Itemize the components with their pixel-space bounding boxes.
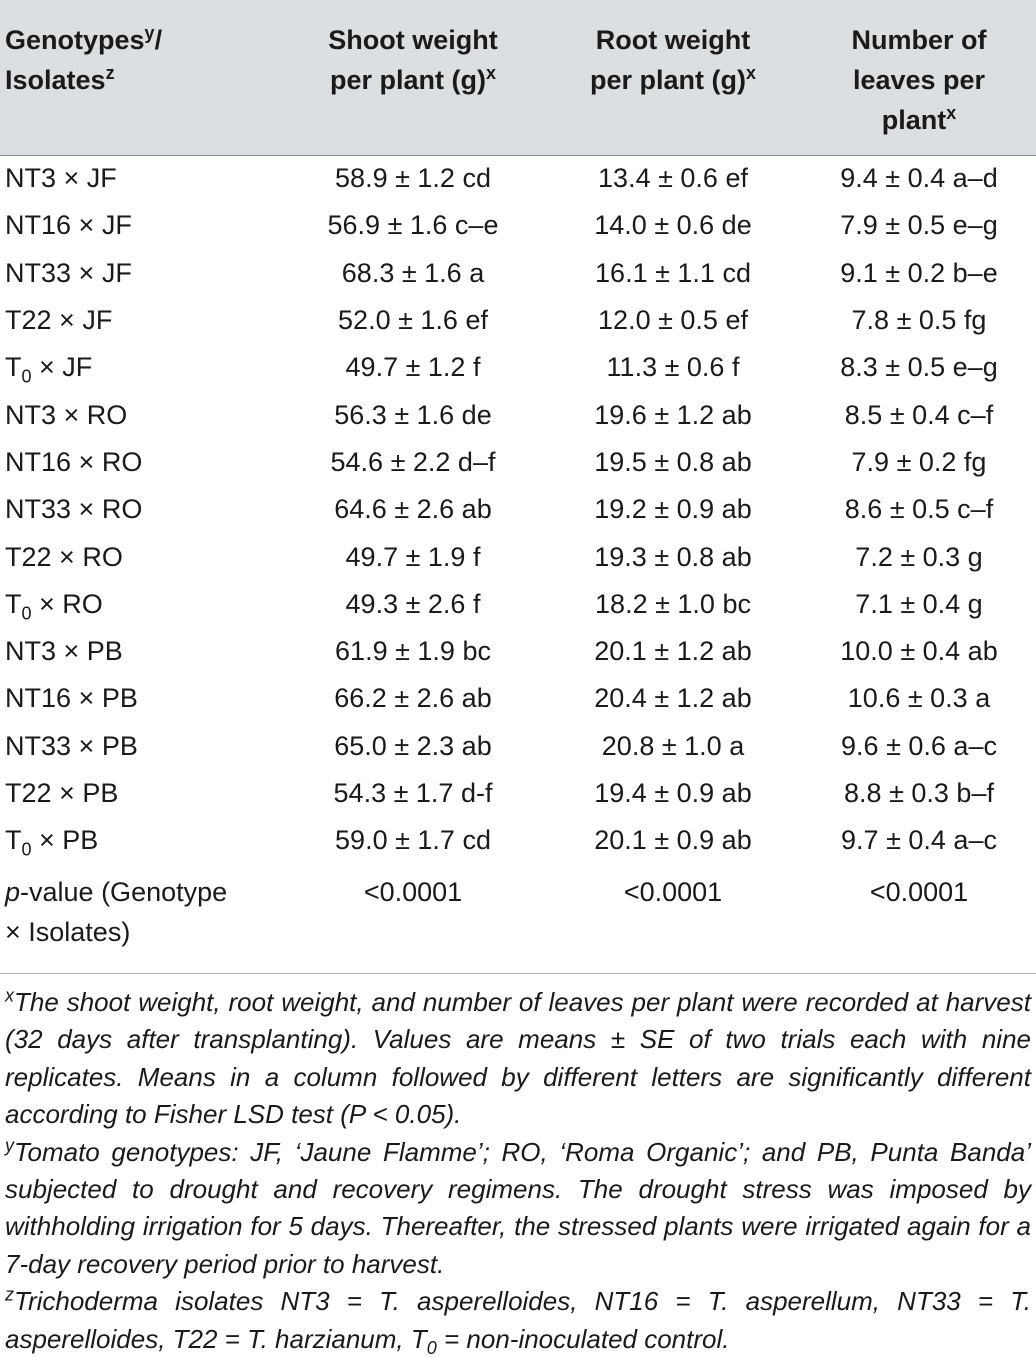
pvalue-row — [0, 864, 1036, 958]
table-row — [0, 439, 1036, 486]
isolate-name: NT16 — [5, 683, 72, 714]
genotype-isolate-cell — [0, 628, 282, 675]
leaves-cell: 8.6 ± 0.5 c–f — [844, 494, 994, 525]
footnotes — [5, 984, 1031, 1358]
table-row — [0, 723, 1036, 770]
isolate-name: NT33 — [5, 257, 72, 288]
genotype-cross: × PB — [39, 825, 99, 856]
genotype-isolate-cell — [0, 391, 282, 438]
shoot-weight-cell: 56.9 ± 1.6 c–e — [327, 210, 499, 241]
table-row — [0, 817, 1036, 864]
table-row — [0, 202, 1036, 249]
leaves-cell: 9.4 ± 0.4 a–d — [840, 163, 998, 194]
genotype-cross: × JF — [78, 257, 132, 288]
pvalue-label-rest: -value (Genotype — [20, 877, 228, 908]
genotype-cross: × JF — [78, 210, 132, 241]
leaves-cell: 8.3 ± 0.5 e–g — [840, 352, 998, 383]
shoot-weight-cell: 65.0 ± 2.3 ab — [334, 730, 492, 761]
genotype-isolate-cell — [0, 770, 282, 817]
leaves-cell: 9.7 ± 0.4 a–c — [841, 825, 997, 856]
table-bottom-divider — [0, 973, 1036, 974]
root-weight-cell: 13.4 ± 0.6 ef — [598, 163, 748, 194]
shoot-weight-cell: 64.6 ± 2.6 ab — [334, 494, 492, 525]
root-weight-cell: 20.8 ± 1.0 a — [601, 730, 745, 761]
isolate-name: T — [5, 352, 22, 383]
table-row — [0, 155, 1036, 202]
shoot-weight-cell: 61.9 ± 1.9 bc — [335, 636, 491, 667]
root-weight-cell: 14.0 ± 0.6 de — [594, 210, 752, 241]
genotype-cross: × JF — [59, 305, 113, 336]
table-body — [0, 155, 1036, 958]
root-weight-cell: 20.1 ± 1.2 ab — [594, 636, 752, 667]
isolate-name: NT33 — [5, 730, 72, 761]
genotype-isolate-cell — [0, 581, 282, 628]
genotype-cross: × PB — [78, 730, 138, 761]
isolate-name: NT3 — [5, 163, 57, 194]
genotype-isolate-cell — [0, 344, 282, 391]
isolate-subscript: 0 — [21, 366, 32, 387]
genotype-isolate-cell — [0, 439, 282, 486]
root-weight-cell: 19.3 ± 0.8 ab — [594, 541, 752, 572]
table-row — [0, 250, 1036, 297]
shoot-weight-cell: 49.7 ± 1.2 f — [345, 352, 481, 383]
genotype-cross: × RO — [39, 588, 103, 619]
genotype-cross: × RO — [78, 494, 143, 525]
isolate-name: NT3 — [5, 636, 57, 667]
root-weight-cell: 20.1 ± 0.9 ab — [594, 825, 752, 856]
genotype-cross: × RO — [78, 446, 143, 477]
genotype-cross: × RO — [63, 399, 128, 430]
root-weight-cell: 19.4 ± 0.9 ab — [594, 778, 752, 808]
pvalue-root: <0.0001 — [623, 877, 723, 908]
header-genotypes-isolates: Genotypes$^y$/ Isolates$^z$ — [5, 23, 163, 95]
shoot-weight-cell: 56.3 ± 1.6 de — [334, 399, 492, 430]
shoot-weight-cell: 49.3 ± 2.6 f — [345, 588, 481, 619]
root-weight-cell: 19.2 ± 0.9 ab — [594, 494, 752, 525]
genotype-isolate-cell — [0, 486, 282, 533]
isolate-name: NT3 — [5, 399, 57, 430]
leaves-cell: 9.1 ± 0.2 b–e — [840, 257, 998, 288]
genotype-cross: × PB — [59, 778, 119, 808]
isolate-name: T22 — [5, 305, 52, 336]
leaves-cell: 8.5 ± 0.4 c–f — [844, 399, 994, 430]
table-row — [0, 675, 1036, 722]
leaves-cell: 8.8 ± 0.3 b–f — [844, 778, 994, 808]
isolate-name: T22 — [5, 541, 52, 572]
leaves-cell: 7.1 ± 0.4 g — [855, 588, 983, 619]
leaves-cell: 7.8 ± 0.5 fg — [851, 305, 987, 336]
genotype-cross: × JF — [63, 163, 117, 194]
pvalue-label — [0, 864, 282, 958]
genotype-isolate-cell — [0, 533, 282, 580]
isolate-subscript: 0 — [21, 839, 32, 860]
table-row — [0, 628, 1036, 675]
genotype-isolate-cell — [0, 250, 282, 297]
table-row — [0, 391, 1036, 438]
footnote-z: $^z$Trichoderma isolates NT3 = T. asperelloides, NT16 = T. asperellum, NT33 = T. asperelloides, T22 = T. harzianum, $T_0$ = non-inoculated control. — [5, 1284, 1031, 1358]
header-number-of-leaves: Number of leaves per plant$^x$ — [851, 25, 987, 135]
shoot-weight-cell: 68.3 ± 1.6 a — [341, 257, 485, 288]
leaves-cell: 10.6 ± 0.3 a — [847, 683, 991, 714]
isolate-name: NT33 — [5, 494, 72, 525]
table-row — [0, 581, 1036, 628]
genotype-isolate-cell — [0, 297, 282, 344]
pvalue-label-line2: × Isolates) — [5, 917, 131, 948]
shoot-weight-cell: 59.0 ± 1.7 cd — [335, 825, 491, 856]
genotype-isolate-cell — [0, 675, 282, 722]
genotype-cross: × PB — [63, 636, 123, 667]
shoot-weight-cell: 58.9 ± 1.2 cd — [335, 163, 491, 194]
leaves-cell: 7.2 ± 0.3 g — [855, 541, 983, 572]
genotype-cross: × PB — [78, 683, 138, 714]
pvalue-leaves: <0.0001 — [869, 877, 969, 908]
genotype-cross: × JF — [39, 352, 93, 383]
isolate-name: T22 — [5, 778, 52, 808]
leaves-cell: 7.9 ± 0.2 fg — [851, 446, 987, 477]
table-row — [0, 770, 1036, 817]
table-row — [0, 533, 1036, 580]
root-weight-cell: 19.6 ± 1.2 ab — [594, 399, 752, 430]
isolate-name: T — [5, 588, 22, 619]
header-row — [0, 0, 1036, 155]
isolate-name: NT16 — [5, 210, 72, 241]
genotype-isolate-cell — [0, 817, 282, 864]
shoot-weight-cell: 52.0 ± 1.6 ef — [338, 305, 488, 336]
root-weight-cell: 19.5 ± 0.8 ab — [594, 446, 752, 477]
header-root-weight: Root weight per plant $(g)^x$ — [589, 25, 756, 95]
table-row — [0, 297, 1036, 344]
footnote-y: $^y$Tomato genotypes: JF, ‘Jaune Flamme’; RO, ‘Roma Organic’; and PB, Punta Banda’ subjected to drought and recovery regimens. The drought stress was imposed by withholding irrigation for 5 days. Thereafter, the stressed plants were irrigated again for a 7-day recovery period prior to harvest. — [5, 1134, 1031, 1279]
isolate-name: NT16 — [5, 446, 72, 477]
shoot-weight-cell: 49.7 ± 1.9 f — [345, 541, 481, 572]
root-weight-cell: 16.1 ± 1.1 cd — [595, 257, 751, 288]
footnote-x: $^x$The shoot weight, root weight, and number of leaves per plant were recorded at harvest (32 days after transplanting). Values are means ± SE of two trials each with nine replicates. Means in a column followed by different letters are significantly different according to Fisher LSD test (P < 0.05). — [5, 985, 1031, 1130]
table-row — [0, 344, 1036, 391]
root-weight-cell: 20.4 ± 1.2 ab — [594, 683, 752, 714]
genotype-isolate-cell — [0, 723, 282, 770]
genotype-isolate-cell — [0, 202, 282, 249]
genotype-isolate-cell — [0, 155, 282, 202]
leaves-cell: 10.0 ± 0.4 ab — [840, 636, 998, 667]
table-row — [0, 486, 1036, 533]
shoot-weight-cell: 54.6 ± 2.2 d–f — [330, 446, 496, 477]
pvalue-shoot: <0.0001 — [363, 877, 463, 908]
leaves-cell: 7.9 ± 0.5 e–g — [840, 210, 998, 241]
isolate-subscript: 0 — [21, 603, 32, 624]
isolate-name: T — [5, 825, 22, 856]
root-weight-cell: 18.2 ± 1.0 bc — [595, 588, 751, 619]
header-divider — [0, 155, 1036, 156]
leaves-cell: 9.6 ± 0.6 a–c — [841, 730, 997, 761]
root-weight-cell: 11.3 ± 0.6 f — [606, 352, 740, 383]
shoot-weight-cell: 54.3 ± 1.7 d-f — [333, 778, 493, 808]
shoot-weight-cell: 66.2 ± 2.6 ab — [334, 683, 492, 714]
pvalue-p: p — [5, 877, 21, 908]
header-shoot-weight: Shoot weight per plant $(g)^x$ — [328, 25, 498, 95]
root-weight-cell: 12.0 ± 0.5 ef — [598, 305, 748, 336]
genotype-cross: × RO — [59, 541, 123, 572]
